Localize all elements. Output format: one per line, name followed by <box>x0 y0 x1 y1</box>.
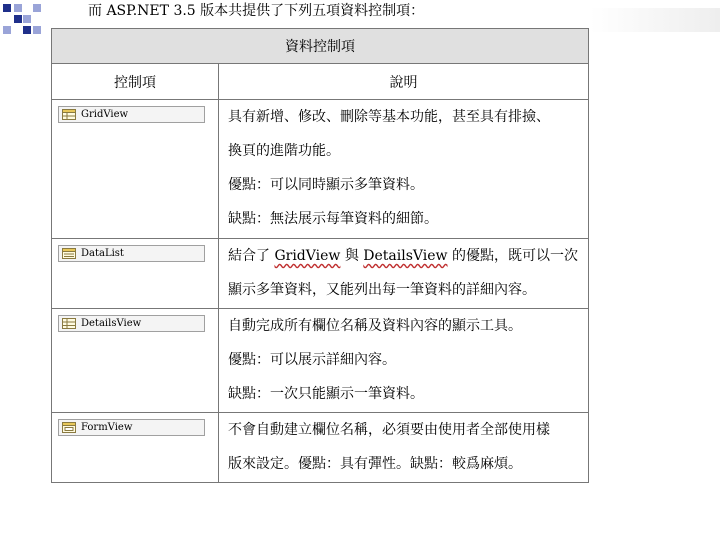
description-cell <box>219 239 589 309</box>
description-line: 優點：可以展示詳細內容。 <box>228 352 396 368</box>
description-line: 優點：可以同時顯示多筆資料。 <box>228 177 424 193</box>
list-control-icon <box>62 248 76 259</box>
grid-control-icon <box>62 109 76 120</box>
formview-control-box <box>58 419 205 436</box>
deco-square-light-5 <box>33 26 41 34</box>
detailsview-control-box <box>58 315 205 332</box>
deco-square-dark-1 <box>3 4 11 12</box>
description-cell <box>219 413 589 483</box>
description-line: 換頁的進階功能。 <box>228 143 340 159</box>
deco-square-light-2 <box>33 4 41 12</box>
table-bottom-border <box>51 482 588 483</box>
intro-text: 而 ASP.NET 3.5 版本共提供了下列五項資料控制項： <box>88 3 425 19</box>
deco-square-dark-2 <box>14 15 22 23</box>
description-line: 自動完成所有欄位名稱及資料內容的顯示工具。 <box>228 318 522 334</box>
description-cell <box>219 100 589 239</box>
deco-square-dark-3 <box>23 26 31 34</box>
description-line: 顯示多筆資料，又能列出每一筆資料的詳細內容。 <box>228 282 536 298</box>
data-controls-table <box>51 28 589 483</box>
description-line: 缺點：無法展示每筆資料的細節。 <box>228 211 438 227</box>
control-cell <box>52 239 219 309</box>
text-fragment: 的優點，既可以一次 <box>447 248 578 264</box>
text-fragment-detailsview: DetailsView <box>363 248 448 264</box>
control-name: FormView <box>81 422 133 433</box>
description-line <box>228 239 588 273</box>
table-row <box>52 100 589 239</box>
description-line: 具有新增、修改、刪除等基本功能，甚至具有排撿、 <box>228 109 550 125</box>
description-line: 不會自動建立欄位名稱，必須要由使用者全部使用樣 <box>228 422 550 438</box>
control-cell <box>52 100 219 239</box>
control-cell <box>52 309 219 413</box>
deco-square-light-1 <box>14 4 22 12</box>
column-header-control: 控制項 <box>52 64 219 100</box>
text-fragment: 與 <box>340 248 364 264</box>
deco-square-light-3 <box>23 15 31 23</box>
table-caption: 資料控制項 <box>52 29 589 64</box>
control-name: DataList <box>81 248 124 259</box>
table-row <box>52 239 589 309</box>
control-name: DetailsView <box>81 318 142 329</box>
table-header-row <box>52 64 589 100</box>
description-line: 缺點：一次只能顯示一筆資料。 <box>228 386 424 402</box>
text-fragment-gridview: GridView <box>274 248 341 264</box>
gridview-control-box <box>58 106 205 123</box>
table-row <box>52 309 589 413</box>
text-fragment: 結合了 <box>228 248 275 264</box>
table-row <box>52 413 589 483</box>
description-line: 版來設定。優點：具有彈性。缺點：較爲麻煩。 <box>228 456 522 472</box>
form-control-icon <box>62 422 76 433</box>
column-header-description: 說明 <box>219 64 589 100</box>
control-name: GridView <box>81 109 129 120</box>
details-control-icon <box>62 318 76 329</box>
table-caption-row <box>52 29 589 64</box>
deco-square-light-4 <box>3 26 11 34</box>
control-cell <box>52 413 219 483</box>
deco-band <box>590 8 720 32</box>
description-cell <box>219 309 589 413</box>
datalist-control-box <box>58 245 205 262</box>
